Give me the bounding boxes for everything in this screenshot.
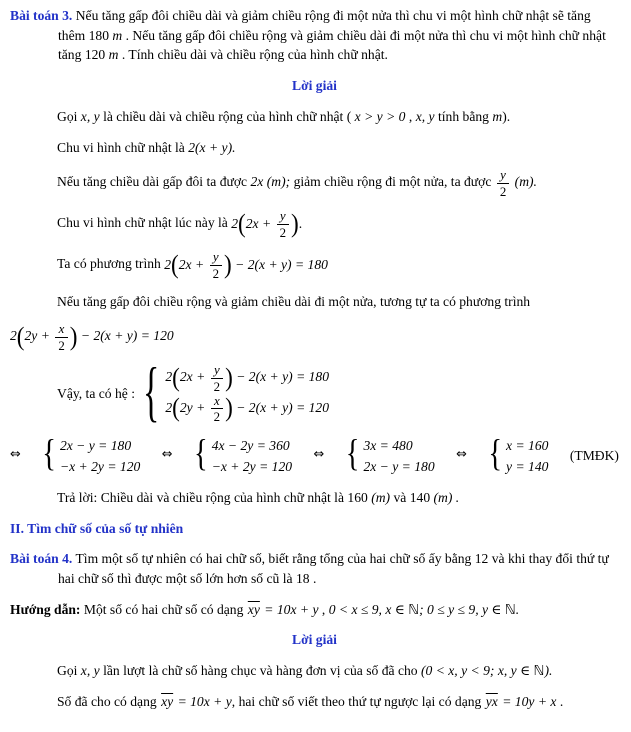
math-run: 2 xyxy=(10,328,17,344)
text-run: . Tính chiều dài và chiều rộng của hình chữ nhật. xyxy=(121,47,388,63)
text-run: . xyxy=(298,215,303,231)
system-row xyxy=(165,394,329,424)
system-row: y = 140 xyxy=(506,458,549,474)
equation-system xyxy=(194,435,292,477)
solution-step xyxy=(57,250,619,280)
system-rows xyxy=(363,435,434,477)
math-run: x, y xyxy=(415,108,435,124)
condition-note: (TMĐK) xyxy=(569,447,619,463)
number: 12 xyxy=(474,551,489,567)
math-run: − 2(x + y) = 120 xyxy=(232,399,330,415)
math-run: 2x + xyxy=(245,215,275,231)
right-paren: ) xyxy=(69,321,78,352)
problem-4-label: Bài toán 4. xyxy=(10,551,73,567)
equation xyxy=(231,208,303,240)
text-run: , xyxy=(321,601,326,617)
fraction-denominator: 2 xyxy=(279,224,287,240)
system-row: 2x − y = 180 xyxy=(59,437,132,453)
math-run: x > y > 0 xyxy=(354,108,406,124)
math-run: 2y + xyxy=(179,399,209,415)
fraction-denominator: 2 xyxy=(499,183,507,199)
math-run: x, y xyxy=(80,108,100,124)
section-2-title: II. Tìm chữ số của số tự nhiên xyxy=(10,520,184,536)
unit: m xyxy=(108,47,119,63)
system-row: 3x = 480 xyxy=(363,437,413,453)
solution-step xyxy=(57,692,619,712)
text-run: Nếu tăng chiều dài gấp đôi ta được xyxy=(57,174,248,190)
equation-system xyxy=(488,435,548,477)
math-run: 2 xyxy=(165,399,173,415)
text-run: Ta có phương trình xyxy=(57,256,161,272)
system-row: 2x − y = 180 xyxy=(363,458,435,474)
left-paren: ( xyxy=(172,393,180,423)
fraction-denominator: 2 xyxy=(213,378,221,394)
left-brace: { xyxy=(143,356,160,429)
math-run: = 10x + y xyxy=(264,601,319,617)
solution-step xyxy=(57,661,619,681)
math-run: (0 < x, y < 9; x, y ∈ ℕ). xyxy=(420,663,553,679)
fraction xyxy=(211,394,223,424)
overline-xy: $\overline{xy}$ xyxy=(161,693,174,709)
problem-4-statement xyxy=(10,549,619,588)
text-run: , xyxy=(408,108,413,124)
left-brace: { xyxy=(194,433,208,476)
fraction-denominator: 2 xyxy=(58,337,65,353)
text-run: . xyxy=(559,693,564,709)
right-paren: ) xyxy=(224,249,232,280)
system-rows xyxy=(506,435,548,477)
problem-3-statement xyxy=(10,6,619,65)
system-row: x = 160 xyxy=(506,437,549,453)
unit: (m); xyxy=(266,174,291,190)
right-paren: ) xyxy=(225,362,233,393)
hint-line xyxy=(10,600,619,620)
system-row xyxy=(165,363,329,393)
math-run: − 2(x + y) = 180 xyxy=(232,369,330,385)
left-brace: { xyxy=(488,433,503,476)
text-run: giảm chiều rộng đi một nửa, ta được xyxy=(293,174,492,190)
math-run: 2y + xyxy=(24,328,54,344)
unit: (m). xyxy=(514,174,537,190)
text-run: Một số có hai chữ số có dạng xyxy=(83,601,244,617)
solution-answer xyxy=(57,488,619,508)
equation-system xyxy=(346,435,435,477)
system-rows xyxy=(60,435,140,477)
text-run: Gọi xyxy=(57,663,78,679)
math-run: 2x + xyxy=(178,256,208,272)
solution-header-label: Lời giải xyxy=(292,632,337,648)
solution-step xyxy=(57,292,619,312)
text-run: Số đã cho có dạng xyxy=(57,693,157,709)
fraction-numerator: x xyxy=(211,394,223,410)
math-run: = 10x + y xyxy=(177,693,232,709)
equation xyxy=(164,249,328,282)
text-run: lần lượt là chữ số hàng chục và hàng đơn vị của số đã cho xyxy=(103,663,418,679)
text-run: Trả lời: Chiều dài và chiều rộng của hình chữ nhật là xyxy=(57,489,344,505)
left-brace: { xyxy=(345,433,360,476)
left-paren: ( xyxy=(171,249,179,280)
text-run: Nếu tăng gấp đôi chiều dài và giảm chiều rộng đi một nửa thì chu vi một hình chữ nhật sẽ tăng thêm xyxy=(58,8,591,43)
solution-header-4 xyxy=(10,630,619,650)
iff-icon: ⇔ xyxy=(313,447,325,463)
number: 140 xyxy=(409,489,431,505)
left-brace: { xyxy=(42,433,56,476)
hint-label: Hướng dẫn: xyxy=(10,601,81,617)
math-run: 2 xyxy=(165,369,173,385)
math-run: m xyxy=(492,108,503,124)
solution-step xyxy=(57,209,619,239)
solution-step xyxy=(57,138,619,158)
fraction xyxy=(497,168,509,198)
equivalence-chain xyxy=(10,435,619,477)
system-row: −x + 2y = 120 xyxy=(211,458,293,474)
math-run: 0 < x ≤ 9, x ∈ ℕ; 0 ≤ y ≤ 9, y ∈ ℕ. xyxy=(328,601,520,617)
fraction-numerator: y xyxy=(210,250,222,266)
section-2-heading xyxy=(10,519,619,539)
math-run: 2x xyxy=(250,174,264,190)
unit: (m) . xyxy=(433,489,460,505)
left-paren: ( xyxy=(238,208,246,239)
math-run: 2 xyxy=(164,256,172,272)
math-run: 2x + xyxy=(179,369,209,385)
iff-icon: ⇔ xyxy=(161,447,173,463)
math-run: − 2(x + y) = 120 xyxy=(77,328,174,344)
system-rows xyxy=(212,435,292,477)
iff-icon: ⇔ xyxy=(10,447,21,463)
fraction-denominator: 2 xyxy=(212,266,220,282)
fraction xyxy=(277,209,289,239)
solution-header-label: Lời giải xyxy=(292,78,337,94)
number: 160 xyxy=(347,489,368,505)
text-run: Chu vi hình chữ nhật lúc này là xyxy=(57,215,228,231)
number: 18 xyxy=(295,570,310,586)
text-run: tính bằng xyxy=(437,108,489,124)
number: 120 xyxy=(84,47,106,63)
math-run: − 2(x + y) = 180 xyxy=(231,256,328,272)
math-run: = 10y + x xyxy=(502,693,557,709)
text-run: Nếu tăng gấp đôi chiều rộng và giảm chiều dài đi một nửa, tương tự ta có phương trình xyxy=(57,293,531,309)
equation-system xyxy=(143,356,330,429)
fraction-denominator: 2 xyxy=(213,409,221,425)
unit: (m) xyxy=(371,489,391,505)
math-run: 2(x + y). xyxy=(188,139,236,155)
solution-step xyxy=(57,107,619,127)
text-run: và khi thay đổi thứ tự hai chữ số thì được một số lớn hơn số cũ là xyxy=(58,551,609,586)
problem-3-label: Bài toán 3. xyxy=(10,8,73,23)
solution-step xyxy=(57,168,619,198)
system-rows xyxy=(165,363,329,423)
fraction-numerator: y xyxy=(497,168,509,184)
text-run: Tìm một số tự nhiên có hai chữ số, biết rằng tổng của hai chữ số ấy bằng xyxy=(75,551,472,567)
overline-xy: $\overline{xy}$ xyxy=(247,601,260,617)
math-run: 2 xyxy=(231,215,239,231)
left-paren: ( xyxy=(172,362,180,393)
text-run: Chu vi hình chữ nhật là xyxy=(57,139,185,155)
solution-header-3 xyxy=(10,76,619,96)
fraction-numerator: y xyxy=(211,363,223,379)
fraction-numerator: x xyxy=(55,322,67,338)
iff-icon: ⇔ xyxy=(456,447,467,463)
text-run: và xyxy=(393,489,407,505)
text-run: , hai chữ số viết theo thứ tự ngược lại có dạng xyxy=(231,693,482,709)
left-paren: ( xyxy=(16,321,25,352)
right-paren: ) xyxy=(225,393,233,423)
system-label: Vậy, ta có hệ : xyxy=(57,385,136,401)
fraction-numerator: y xyxy=(277,209,289,225)
text-run: Gọi xyxy=(57,108,78,124)
system-statement xyxy=(57,356,619,429)
overline-yx: $\overline{yx}$ xyxy=(485,693,498,709)
text-run: ). xyxy=(502,108,511,124)
text-run: . xyxy=(312,570,317,586)
fraction xyxy=(55,322,67,352)
solution-step xyxy=(10,322,619,352)
fraction xyxy=(210,250,222,280)
text-run: là chiều dài và chiều rộng của hình chữ nhật ( xyxy=(103,108,352,124)
system-row: 4x − 2y = 360 xyxy=(211,437,290,453)
text-run: . Nếu tăng gấp đôi chiều rộng và giảm chiều dài đi một nửa thì chu vi một hình chữ nhật tăng xyxy=(58,27,606,63)
equation xyxy=(10,321,174,353)
unit: m xyxy=(112,27,123,43)
system-row: −x + 2y = 120 xyxy=(59,458,141,474)
math-run: x, y xyxy=(80,663,100,679)
number: 180 xyxy=(88,27,109,43)
fraction xyxy=(211,363,223,393)
right-paren: ) xyxy=(291,208,299,239)
equation-system xyxy=(42,435,140,477)
